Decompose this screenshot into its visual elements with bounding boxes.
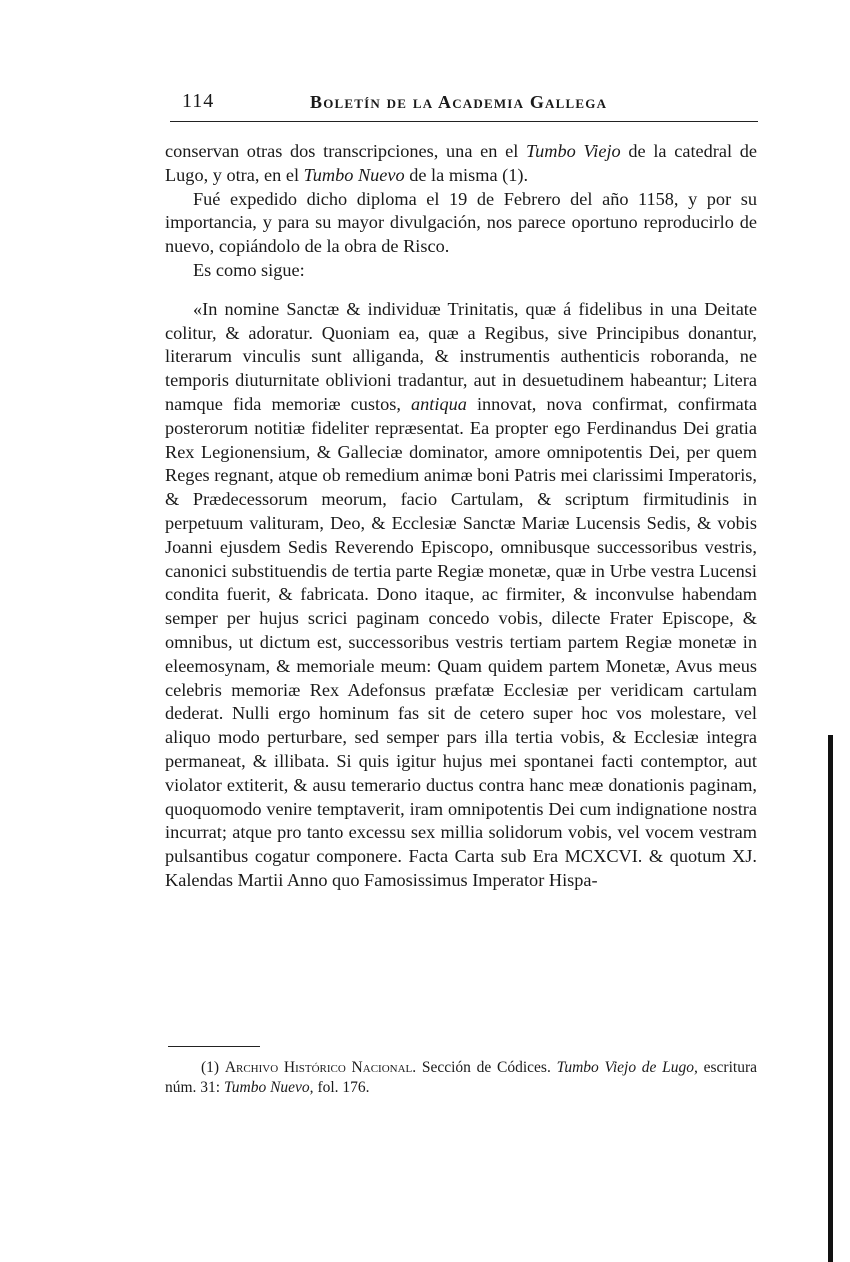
body-text xyxy=(165,140,757,893)
paragraph-4 xyxy=(165,298,757,893)
italic-text: antiqua xyxy=(411,393,467,414)
page-header xyxy=(170,90,758,118)
paragraph-2 xyxy=(165,188,757,259)
text-run: «In nomine Sanctæ & individuæ Trinitatis, quæ á fidelibus in una Deitate colitur, & adoratur. Quoniam ea, quæ a Regibus, sive Principibus donantur, literarum vinculis sunt alliganda, & instrumentis authenticis roboranda, ne temporis diuturnitate oblivioni tradantur, aut in desuetudinem habeantur; Litera namque fida memoriæ custos, xyxy=(165,298,757,414)
text-run: Fué expedido dicho diploma el 19 de Febrero del año 1158, y por su importancia, y para su mayor divulgación, nos parece oportuno reproducirlo de nuevo, copiándolo de la obra de Risco. xyxy=(165,188,757,257)
text-run: escritura núm. 31: xyxy=(165,1059,757,1096)
italic-text: Tumbo Viejo de Lugo, xyxy=(556,1059,698,1076)
footnote-rule xyxy=(168,1046,260,1047)
small-caps-text: Archivo Histórico Nacional xyxy=(224,1059,413,1076)
text-run: innovat, nova confirmat, confirmata posterorum notitiæ fideliter repræsentat. Ea propter ego Ferdinandus Dei gratia Rex Legionensium, & Galleciæ dominator, amore omnipotentis Dei, per quem Reges regnant, atque ob remedium animæ boni Patris mei clarissimi Imperatoris, & Prædecessorum meorum, facio Cartulam, & scriptum firmitudinis in perpetuum valituram, Deo, & Ecclesiæ Sanctæ Mariæ Lucensis Sedis, & vobis Joanni ejusdem Sedis Reverendo Episcopo, omnibusque successoribus vestris, canonici substituendis de tertia parte Regiæ monetæ, quæ in Urbe vestra Lucensi condita fuerit, & fabricata. Dono itaque, ac firmiter, & inconvulse habendam semper per hujus scrici paginam concedo vobis, dilecte Frater Episcope, & omnibus, ut dictum est, successoribus vestris tertiam partem Regiæ monetæ in eleemosynam, & memoriale meum: Quam quidem partem Monetæ, Avus meus celebris memoriæ Rex Adefonsus præfatæ Ecclesiæ per veridicam cartulam dederat. Nulli ergo hominum fas sit de cetero super hoc vos molestare, vel aliquo modo perturbare, sed semper pars illa tertia vobis, & Ecclesiæ integra permaneat, & illibata. Si quis igitur hujus mei spontanei facti contemptor, aut violator extiterit, & ausu temerario ductus contra hanc meæ donationis paginam, quoquomodo venire temptaverit, iram omnipotentis Dei cum indignatione nostra incurrat; atque pro tanto excessu sex millia solidorum vobis, vel vocem vestram pulsantibus cogatur componere. Facta Carta sub Era MCXCVI. & quotum XJ. Kalendas Martii Anno quo Famosissimus Imperator Hispa- xyxy=(165,393,757,890)
italic-text: Tumbo Viejo xyxy=(525,141,621,161)
scan-edge-shadow xyxy=(828,735,833,1262)
text-run: de la misma (1). xyxy=(404,164,529,185)
text-run: Es como sigue: xyxy=(193,259,305,280)
text-run: conservan otras dos transcripciones, una en el xyxy=(165,141,526,161)
text-run: (1) xyxy=(201,1059,225,1076)
text-run: de la catedral de Lugo, y otra, en el xyxy=(165,141,758,185)
paragraph-1 xyxy=(165,140,757,188)
italic-text: Tumbo Nuevo, xyxy=(224,1079,314,1096)
footnote xyxy=(165,1058,757,1098)
paragraph-3 xyxy=(165,259,757,283)
header-rule xyxy=(170,121,758,122)
text-run: . Sección de Códices. xyxy=(412,1059,557,1076)
italic-text: Tumbo Nuevo xyxy=(303,164,405,185)
text-run: fol. 176. xyxy=(313,1079,370,1096)
page-number: 114 xyxy=(182,90,215,112)
running-title: Boletín de la Academia Gallega xyxy=(310,92,608,112)
